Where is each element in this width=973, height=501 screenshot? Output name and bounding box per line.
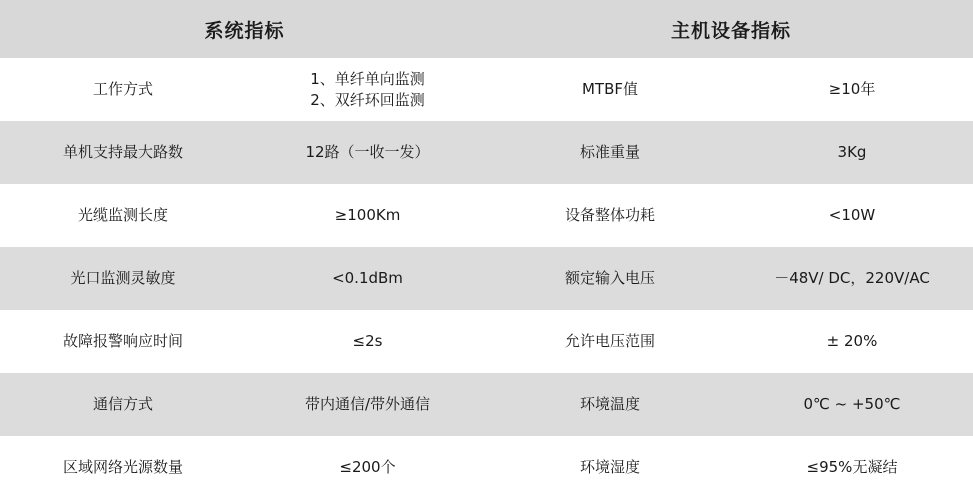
spec-label: 光口监测灵敏度: [70, 269, 176, 287]
device-spec-title: 主机设备指标: [489, 0, 973, 58]
table-row: [489, 436, 973, 499]
spec-value: ± 20%: [826, 332, 878, 350]
spec-value: －48V/ DC，220V/AC: [774, 269, 930, 287]
spec-label: 环境温度: [579, 395, 640, 413]
spec-label: 故障报警响应时间: [62, 332, 183, 350]
spec-label: 工作方式: [92, 80, 153, 98]
table-row: [489, 373, 973, 436]
spec-label: 设备整体功耗: [564, 206, 655, 224]
table-row: [0, 184, 489, 247]
table-row: [0, 247, 489, 310]
table-row: [0, 373, 489, 436]
spec-value: ≤2s: [352, 332, 383, 350]
system-spec-title: 系统指标: [0, 0, 489, 58]
table-row: [489, 247, 973, 310]
table-row: [489, 58, 973, 121]
table-row: [489, 184, 973, 247]
spec-label: 环境湿度: [579, 458, 640, 476]
table-row: [489, 310, 973, 373]
spec-value: <10W: [828, 206, 876, 224]
spec-value: 带内通信/带外通信: [304, 395, 431, 413]
spec-label: 区域网络光源数量: [62, 458, 183, 476]
spec-label: 通信方式: [92, 395, 153, 413]
table-row: [0, 310, 489, 373]
table-row: [0, 121, 489, 184]
spec-value: ≥10年: [828, 80, 876, 98]
spec-value-line: 2、双纤环回监测: [310, 90, 425, 109]
spec-value-line: 1、单纤单向监测: [310, 69, 425, 88]
spec-value: ≥100Km: [334, 206, 401, 224]
spec-value: 0℃ ~ +50℃: [803, 395, 901, 413]
spec-value: 12路（一收一发）: [305, 143, 430, 161]
device-spec-section: [489, 0, 973, 501]
spec-label: 允许电压范围: [564, 332, 655, 350]
table-row: [489, 121, 973, 184]
spec-value: <0.1dBm: [332, 269, 403, 287]
spec-label: 单机支持最大路数: [62, 143, 183, 161]
spec-label: MTBF值: [581, 80, 639, 98]
spec-value: [246, 69, 489, 111]
table-row: [0, 58, 489, 121]
spec-value: ≤95%无凝结: [806, 458, 898, 476]
spec-label: 光缆监测长度: [77, 206, 168, 224]
spec-value: 3Kg: [837, 143, 867, 161]
spec-value: ≤200个: [339, 458, 396, 476]
spec-label: 标准重量: [579, 143, 640, 161]
spec-label: 额定输入电压: [564, 269, 655, 287]
table-row: [0, 436, 489, 499]
